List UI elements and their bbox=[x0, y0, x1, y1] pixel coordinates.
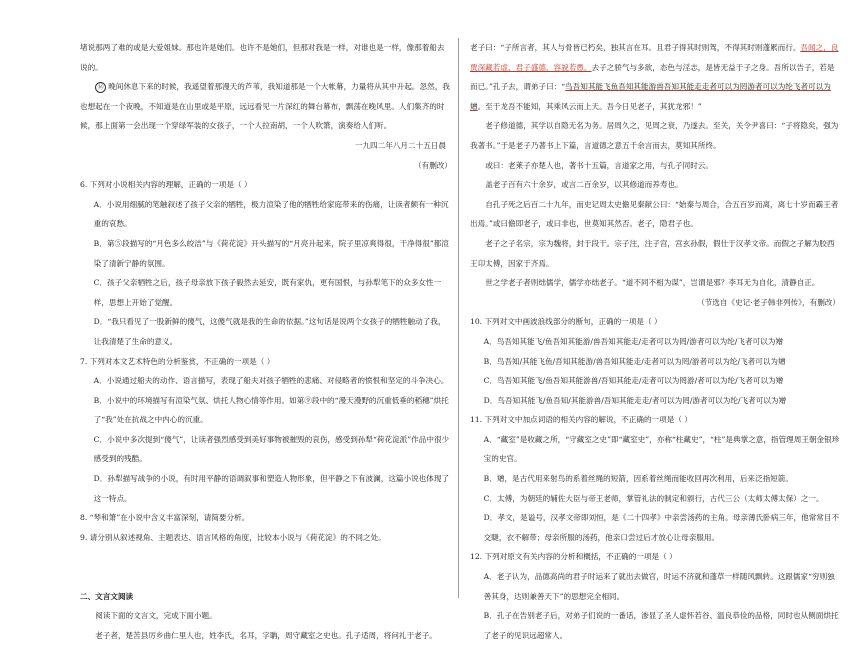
column-divider bbox=[458, 38, 459, 598]
passage-paragraph: 世之学老子者则绌儒学，儒学亦绌老子。“道不同不相为谋”，岂谓是邪？李耳无为自化，清静自正。 bbox=[485, 278, 820, 288]
q11-option-a: A．“藏室”是收藏之所，“守藏室之史”即“藏室史”，亦称“柱藏史”，“柱”是典掌之意，指管理周王朝金银珍宝的史官。 bbox=[483, 434, 840, 464]
passage-source: （节选自《史记·老子韩非列传》，有删改） bbox=[697, 297, 840, 307]
q11-option-b: B．矰，是古代用来射鸟的系着丝绳的短箭，因系着丝绳而能收回再次利用，后来泛指短箭。 bbox=[483, 474, 793, 484]
question-9: 9. 请分别从叙述视角、主题表达、语言风格的角度，比较本小说与《荷花淀》的不同之处。 bbox=[80, 532, 386, 542]
q7-option-c: C．小说中多次提到“傻气”，让读者强烈感受到美好事物被摧毁的哀伤，感受到孙犁“荷花淀派”作品中很少感受到的残酷。 bbox=[93, 434, 450, 464]
q11-option-d: D．孝文，是谥号，汉孝文帝即刘恒，是《二十四孝》中亲尝汤药的主角。母亲薄氏卧病三年，他常常目不交睫，衣不解带；母亲所服的汤药，他亲口尝过后才放心让母亲服用。 bbox=[483, 513, 840, 542]
q12-option-a: A．老子认为，品德高尚的君子时运来了就出去做官，时运不济就和蓬草一样随风飘转。这跟儒家“穷则独善其身，达则兼善天下”的思想完全相同。 bbox=[483, 572, 835, 601]
story-source: （有删改） bbox=[414, 160, 452, 170]
story-date: 一九四二年八月二十五日晨 bbox=[354, 140, 446, 150]
question-6: 6. 下列对小说相关内容的理解，正确的一项是（ ） bbox=[80, 180, 252, 190]
passage-paragraph: 老子者，楚苦县厉乡曲仁里人也，姓李氏，名耳，字聃，周守藏室之史也。孔子适周，将问礼于老子。 bbox=[95, 630, 437, 640]
q7-option-b: B．小说中的环境描写有渲染气氛、烘托人物心情等作用。如第⑨段中的“漫天漫野的沉重低垂的稻穗”烘托了“我”处在抗战之中内心的沉重。 bbox=[93, 395, 449, 425]
passage-paragraph: 老子之子名宗，宗为魏将，封于段干。宗子注，注子宫，宫玄孙假，假仕于汉孝文帝。而假之子解为胶西王卬太傅，因家于齐焉。 bbox=[470, 238, 835, 268]
question-11: 11. 下列对文中加点词语的相关内容的解说，不正确的一项是（ ） bbox=[470, 415, 692, 425]
left-column bbox=[80, 38, 452, 645]
answer-space bbox=[80, 567, 452, 587]
answer-space bbox=[80, 547, 452, 567]
wavy-underline-sentence: 鸟吾知其能飞鱼吾知其能游兽吾知其能走走者可以为罔游者可以为纶飞者可以为矰 bbox=[470, 82, 831, 111]
passage-paragraph: 老子曰：“子所言者，其人与骨皆已朽矣，独其言在耳。且君子得其时则驾，不得其时则蓬累而行。吾闻之，良贾深藏若虚，君子盛德，容貌若愚。去子之骄气与多欲，态色与淫志，是皆无益于子之身。吾所以告子，若是而已。”孔子去，谓弟子曰：“鸟吾知其能飞鱼吾知其能游兽吾知其能走走者可以为罔游者可以为纶飞者可以为矰。至于龙吾不能知，其乘风云而上天。吾今日见老子，其犹龙邪！” bbox=[470, 43, 839, 111]
q7-option-a: A．小说通过船夫的动作、语言描写，表现了船夫对孩子牺牲的悲痛、对侵略者的愤恨和坚定的斗争决心。 bbox=[93, 376, 449, 386]
reading-instruction: 阅读下面的文言文，完成下面小题。 bbox=[95, 611, 217, 621]
q6-option-b: B．第⑤段描写的“月色多么皎洁”与《荷花淀》开头描写的“月亮升起来，院子里凉爽得很，干净得很”都渲染了清新宁静的氛围。 bbox=[93, 238, 449, 268]
passage-paragraph: 盖老子百有六十余岁，或言二百余岁，以其修道而养寿也。 bbox=[485, 180, 683, 190]
q7-option-d: D．孙犁描写战争的小说，有时用平静的语调叙事和塑造人物形象，但平静之下有波澜，这篇小说也体现了这一特点。 bbox=[93, 474, 450, 503]
question-8: 8. “琴和箫”在小说中含义丰富深刻，请简要分析。 bbox=[80, 513, 250, 523]
passage-paragraph: 老子修道德，其学以自隐无名为务。居周久之，见周之衰，乃遂去。至关，关令尹喜曰：“子将隐矣，强为我著书。”于是老子乃著书上下篇，言道德之意五千余言而去，莫知其所终。 bbox=[470, 121, 839, 150]
passage-paragraph: 自孔子死之后百二十九年，而史记周太史儋见秦献公曰：“始秦与周合，合五百岁而离，离七十岁而霸王者出焉。”或曰儋即老子，或曰非也，世莫知其然否。老子，隐君子也。 bbox=[470, 199, 839, 229]
q10-option-a: A．鸟吾知其能飞/鱼吾知其能游/兽吾知其能走/走者可以为罔/游者可以为纶/飞者可以为矰 bbox=[483, 336, 783, 346]
q10-option-c: C．鸟吾知其能飞/鱼吾知其能游兽/吾知其能走/走者可以为罔游/者可以为纶/飞者可以为矰 bbox=[483, 376, 784, 386]
question-12: 12. 下列对原文有关内容的分析和概括，不正确的一项是（ ） bbox=[470, 552, 677, 562]
q6-option-a: A．小说用细腻的笔触叙述了孩子父亲的牺牲，极力渲染了他的牺牲给家庭带来的伤痛，让读者颇有一种沉重的哀愁。 bbox=[93, 199, 449, 229]
story-paragraph: ⑯ 晚间休息下来的时候，我遥望着那漫天的芦苇，我知道那是一个大帐幕，力量将从其中升起。忽然，我也想起在一个夜晚，不知道是在山里或是平原，远远看见一片深红的舞台幕布，飘荡在晚风里。人们集齐的时候，那上面第一会出现一个穿绿军装的女孩子，一个人拉南胡，一个人吹箫，演奏给人们听。 bbox=[80, 82, 450, 131]
underlined-sentence: 吾闻之，良贾深藏若虚，君子盛德，容貌若愚。 bbox=[470, 43, 839, 72]
q6-option-c: C．孩子父亲牺牲之后，孩子母亲放下孩子毅然去延安，既有家仇，更有国恨，与孙犁笔下的众多女性一样，思想上开始了觉醒。 bbox=[93, 278, 442, 307]
question-7: 7. 下列对本文艺术特色的分析鉴赏，不正确的一项是（ ） bbox=[80, 356, 275, 366]
q6-option-d: D．“我只看见了一股新鲜的傻气，这傻气就是我的生命的依据。”这句话是说两个女孩子的牺牲触动了我，让我清楚了生命的意义。 bbox=[93, 317, 446, 346]
q11-option-c: C．太傅，为朝廷的辅佐大臣与帝王老师，掌管礼法的制定和颁行，古代三公（太师太傅太保）之一。 bbox=[483, 493, 824, 503]
q10-option-d: D．鸟吾知其能飞/鱼吾知/其能游兽/吾知其能走走/者可以为罔/游者可以为纶/飞者可以为矰 bbox=[483, 395, 787, 405]
section-title: 二、文言文阅读 bbox=[80, 591, 134, 601]
q12-option-b: B．孔子在告别老子后，对弟子们说的一番话，渗显了圣人虚怀若谷、温良恭俭的品格，同时也从侧面烘托了老子的见识远超常人。 bbox=[483, 611, 839, 640]
story-paragraph: 堵说那两了难的或是大爱姐妹。那也许是她们。也许不是她们，但那对我是一样，对谁也是一样，像那着船去说的。 bbox=[80, 43, 445, 72]
question-10: 10. 下列对文中画波浪线部分的断句，正确的一项是（ ） bbox=[470, 317, 662, 327]
passage-paragraph: 或曰：老莱子亦楚人也，著书十五篇，言道家之用，与孔子同时云。 bbox=[485, 160, 713, 170]
paragraph-number: ⑯ bbox=[95, 82, 106, 93]
right-column bbox=[470, 38, 840, 645]
q10-option-b: B．鸟吾知/其能飞鱼/吾知其能游/兽吾知其能走/走者可以为罔/游者可以为纶/飞者可以为矰 bbox=[483, 356, 786, 366]
